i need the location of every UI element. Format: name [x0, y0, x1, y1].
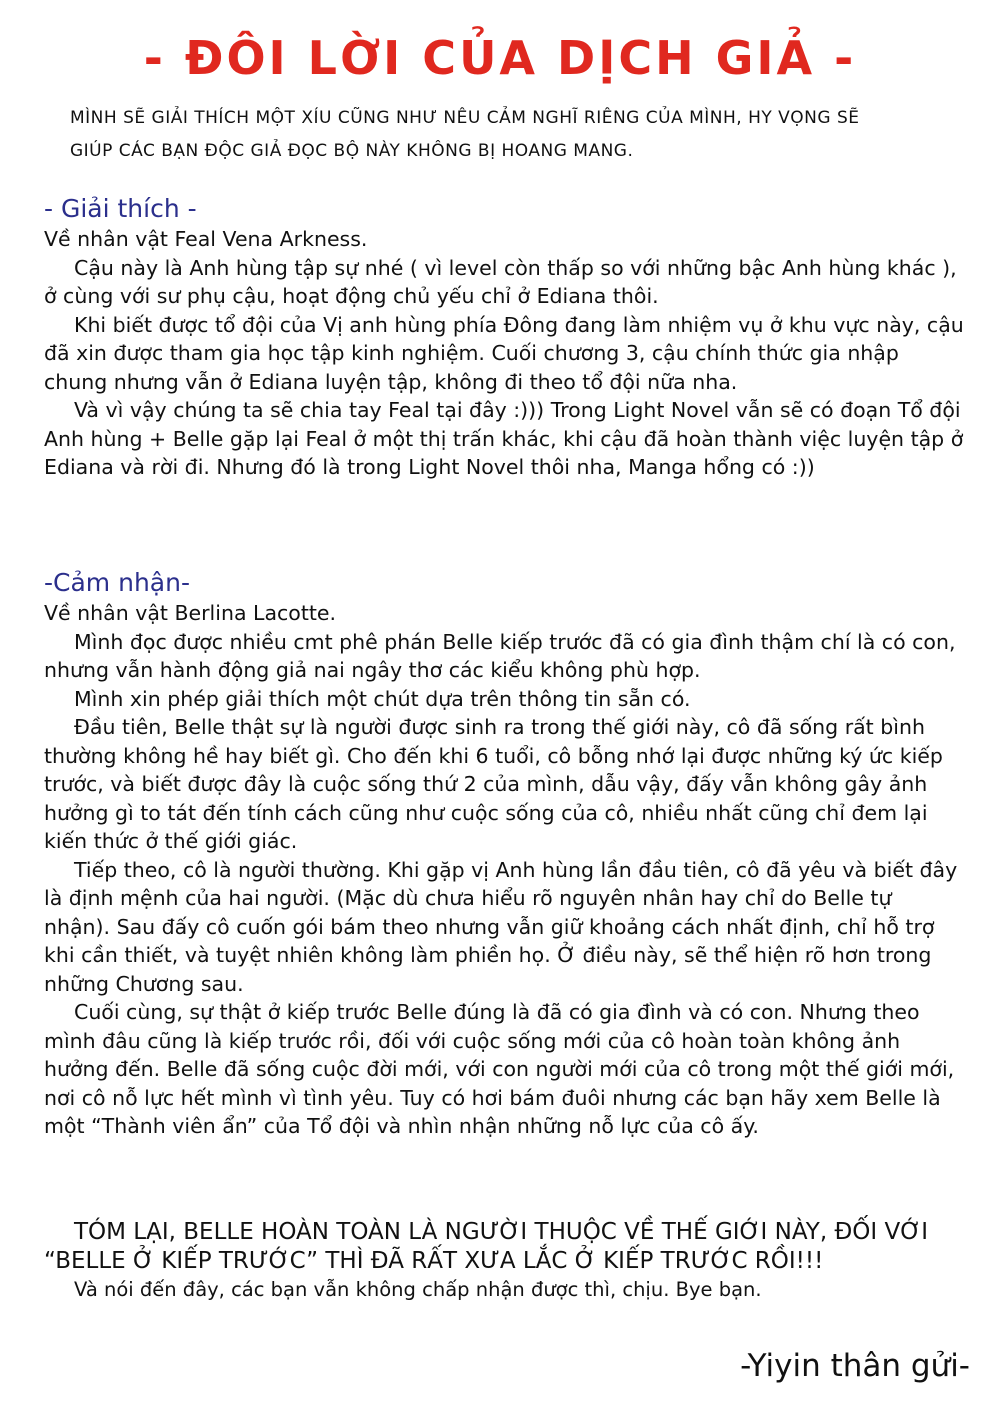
feeling-paragraph: Cuối cùng, sự thật ở kiếp trước Belle đúng là đã có gia đình và có con. Nhưng theo mình đâu cũng là kiếp trước rồi, đối với cuộc sống mới của cô hoàn toàn không ảnh hưởng đến. Belle đã sống cuộc đời mới, với con người mới của cô trong một thế giới mới, nơi cô nỗ lực hết mình vì tình yêu. Tuy có hơi bám đuôi nhưng các bạn hãy xem Belle là một “Thành viên ẩn” của Tổ đội và nhìn nhận những nỗ lực của cô ấy.: [44, 1000, 955, 1138]
summary-caps: TÓM LẠI, BELLE HOÀN TOÀN LÀ NGƯỜI THUỘC VỀ THẾ GIỚI NÀY, ĐỐI VỚI “BELLE Ở KIẾP TRƯỚC” THÌ ĐÃ RẤT XƯA LẮC Ở KIẾP TRƯỚC RỒI!!!: [44, 1219, 929, 1274]
feeling-paragraph: Mình xin phép giải thích một chút dựa trên thông tin sẵn có.: [74, 686, 691, 711]
feeling-paragraph: Tiếp theo, cô là người thường. Khi gặp vị Anh hùng lần đầu tiên, cô đã yêu và biết đây là định mệnh của hai người. (Mặc dù chưa hiểu rõ nguyên nhân hay chỉ do Belle tự nhận). Sau đấy cô cuốn gói bám theo nhưng vẫn giữ khoảng cách nhất định, chỉ hỗ trợ khi cần thiết, và tuyệt nhiên không làm phiền họ. Ở điều này, sẽ thể hiện rõ hơn trong những Chương sau.: [44, 857, 958, 996]
intro-line: GIÚP CÁC BẠN ĐỘC GIẢ ĐỌC BỘ NÀY KHÔNG BỊ HOANG MANG.: [70, 141, 634, 161]
page-title: - ĐÔI LỜI CỦA DỊCH GIẢ -: [143, 31, 857, 85]
intro-text: [70, 102, 970, 168]
intro-line: MÌNH SẼ GIẢI THÍCH MỘT XÍU CŨNG NHƯ NÊU CẢM NGHĨ RIÊNG CỦA MÌNH, HY VỌNG SẼ: [70, 108, 860, 128]
feeling-paragraph: Mình đọc được nhiều cmt phê phán Belle kiếp trước đã có gia đình thậm chí là có con, nhưng vẫn hành động giả nai ngây thơ các kiểu không phù hợp.: [44, 629, 956, 682]
explain-section: [44, 225, 964, 482]
feeling-section: [44, 599, 964, 1141]
feeling-paragraph: Về nhân vật Berlina Lacotte.: [44, 601, 337, 625]
explain-paragraph: Cậu này là Anh hùng tập sự nhé ( vì level còn thấp so với những bậc Anh hùng khác ), ở cùng với sư phụ cậu, hoạt động chủ yếu chỉ ở Ediana thôi.: [44, 255, 957, 308]
summary-tail: Và nói đến đây, các bạn vẫn không chấp nhận được thì, chịu. Bye bạn.: [74, 1278, 762, 1301]
explain-paragraph: Và vì vậy chúng ta sẽ chia tay Feal tại đây :))) Trong Light Novel vẫn sẽ có đoạn Tổ đội Anh hùng + Belle gặp lại Feal ở một thị trấn khác, khi cậu đã hoàn thành việc luyện tập ở Ediana và rời đi. Nhưng đó là trong Light Novel thôi nha, Manga hổng có :)): [44, 398, 964, 479]
feeling-heading: -Cảm nhận-: [44, 568, 190, 597]
summary-section: [44, 1218, 974, 1304]
feeling-paragraph: Đầu tiên, Belle thật sự là người được sinh ra trong thế giới này, cô đã sống rất bình thường không hề hay biết gì. Cho đến khi 6 tuổi, cô bỗng nhớ lại được những ký ức kiếp trước, và biết được đây là cuộc sống thứ 2 của mình, dẫu vậy, đấy vẫn không gây ảnh hưởng gì to tát đến tính cách cũng như cuộc sống của cô, nhiều nhất cũng chỉ đem lại kiến thức ở thế giới giác.: [44, 715, 943, 853]
explain-paragraph: Khi biết được tổ đội của Vị anh hùng phía Đông đang làm nhiệm vụ ở khu vực này, cậu đã xin được tham gia học tập kinh nghiệm. Cuối chương 3, cậu chính thức gia nhập chung nhưng vẫn ở Ediana luyện tập, không đi theo tổ đội nữa nha.: [44, 312, 964, 394]
explain-paragraph: Về nhân vật Feal Vena Arkness.: [44, 227, 368, 251]
signature: -Yiyin thân gửi-: [740, 1348, 970, 1384]
explain-heading: - Giải thích -: [44, 194, 197, 223]
